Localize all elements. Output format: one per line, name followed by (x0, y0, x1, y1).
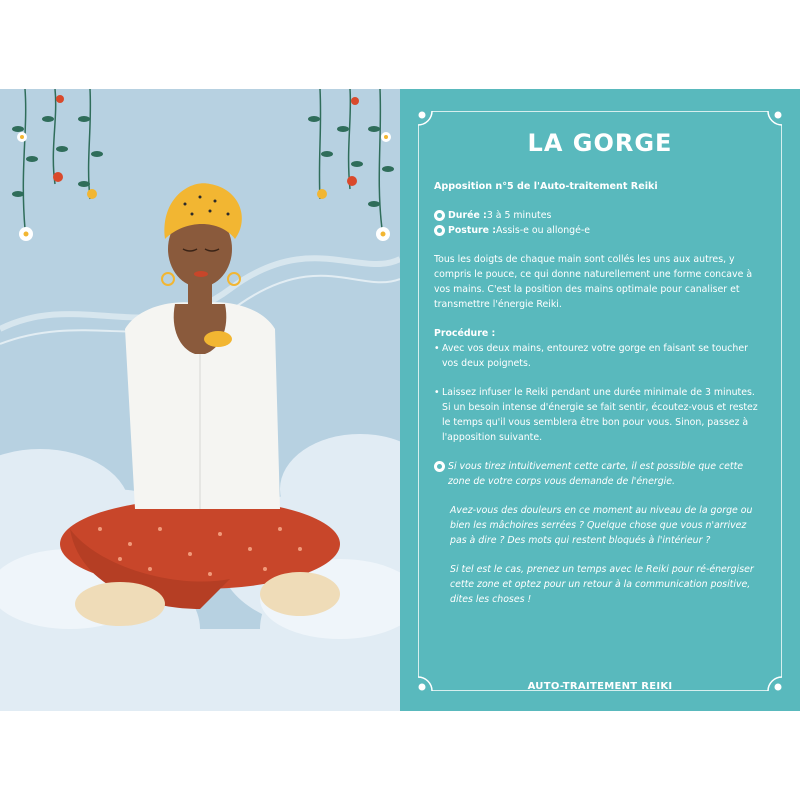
procedure-step-1: • Avec vos deux mains, entourez votre gorge en faisant se toucher vos deux poignets. (434, 341, 764, 371)
intro-paragraph: Tous les doigts de chaque main sont collés les uns aux autres, y compris le pouce, ce qui donne naturellement une forme concave à vos mains. C'est la position des mains optimale pour canaliser et transmettre l'énergie Reiki. (434, 254, 753, 310)
card-text-panel (400, 89, 800, 711)
duration-label: Durée : (448, 210, 487, 221)
advice-paragraph: Si tel est le cas, prenez un temps avec le Reiki pour ré-énergiser cette zone et optez pour un retour à la communication positive, dites les choses ! (450, 564, 754, 605)
card-note: Si vous tirez intuitivement cette carte, il est possible que cette zone de votre corps vous demande de l'énergie. (448, 461, 744, 487)
posture-row (434, 223, 764, 238)
card-content (434, 179, 764, 607)
posture-value: Assis-e ou allongé-e (496, 225, 591, 236)
question-paragraph: Avez-vous des douleurs en ce moment au niveau de la gorge ou bien les mâchoires serrées ? Quelque chose que vous n'arrivez pas à dire ? Des mots qui restent bloqués à l'intérieur ? (450, 505, 753, 546)
meditation-illustration (0, 89, 400, 711)
card-icon (434, 461, 445, 472)
card-subtitle: Apposition n°5 de l'Auto-traitement Reiki (434, 181, 658, 192)
illustration-panel (0, 89, 400, 711)
card-title: LA GORGE (527, 129, 673, 157)
person-icon (434, 225, 445, 236)
procedure-step-2: • Laissez infuser le Reiki pendant une durée minimale de 3 minutes. Si un besoin intense d'énergie se fait sentir, écoutez-vous et restez le temps qu'il vous semblera être bon pour vous. Sinon, passez à l'apposition suivante. (434, 385, 764, 445)
card-note-row (434, 459, 764, 489)
duration-row (434, 208, 764, 223)
procedure-label: Procédure : (434, 328, 496, 339)
posture-label: Posture : (448, 225, 497, 236)
card-footer: AUTO-TRAITEMENT REIKI (527, 681, 673, 692)
clock-icon (434, 210, 445, 221)
duration-value: 3 à 5 minutes (486, 210, 552, 221)
